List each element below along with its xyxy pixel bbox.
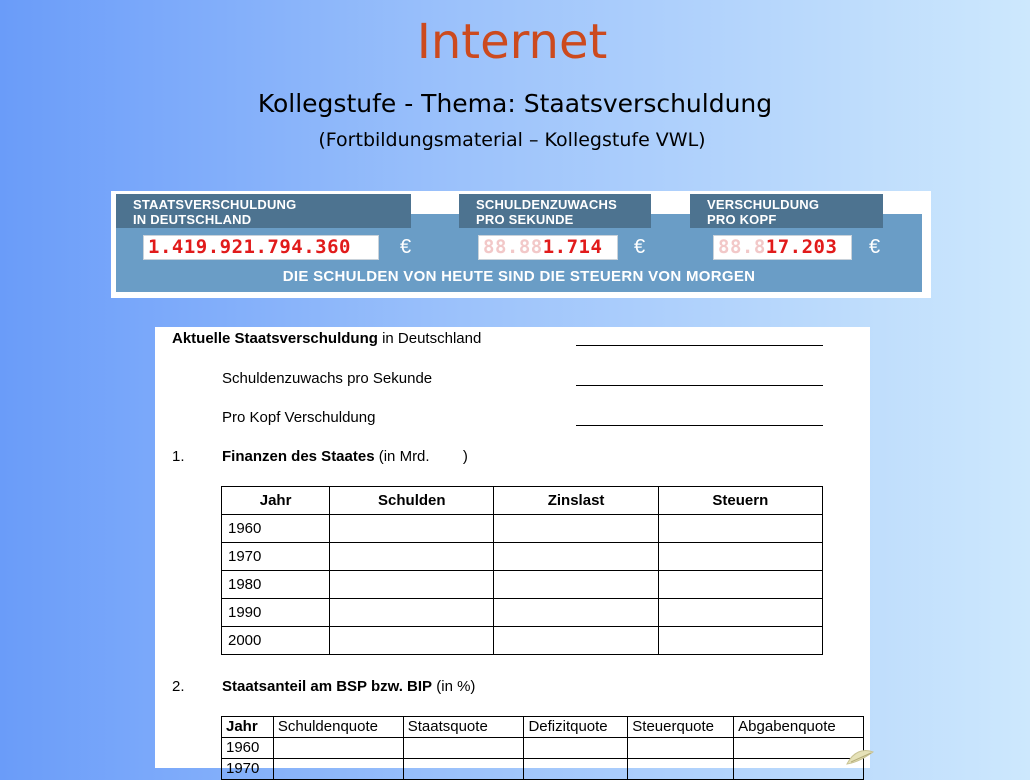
input-cell[interactable]	[494, 515, 658, 543]
header-jahr: Jahr	[222, 487, 330, 515]
answer-line-current-debt[interactable]	[576, 345, 823, 346]
answer-line-per-capita[interactable]	[576, 425, 823, 426]
current-debt-label: Aktuelle Staatsverschuldung in Deutschland	[172, 330, 482, 347]
input-cell[interactable]	[524, 759, 628, 780]
year-cell: 1960	[222, 738, 274, 759]
input-cell[interactable]	[330, 515, 494, 543]
header-steuern: Steuern	[658, 487, 822, 515]
header-abgabenquote: Abgabenquote	[734, 717, 864, 738]
table-row	[222, 738, 864, 759]
input-cell[interactable]	[628, 738, 734, 759]
finance-table	[221, 486, 823, 655]
input-cell[interactable]	[658, 627, 822, 655]
leaf-decoration-icon	[845, 738, 875, 768]
input-cell[interactable]	[658, 571, 822, 599]
section-2-number: 2.	[172, 678, 185, 695]
input-cell[interactable]	[494, 627, 658, 655]
debt-clock-banner	[111, 191, 931, 298]
clock-label-total: STAATSVERSCHULDUNG IN DEUTSCHLAND	[116, 194, 411, 228]
euro-sign-per-second: €	[634, 236, 646, 258]
input-cell[interactable]	[403, 738, 524, 759]
counter-per-capita: 88.817.203	[713, 235, 852, 260]
header-zinslast: Zinslast	[494, 487, 658, 515]
section-2-title: Staatsanteil am BSP bzw. BIP (in %)	[222, 678, 476, 695]
slide-title: Internet	[416, 14, 608, 70]
counter-per-second: 88.881.714	[478, 235, 618, 260]
input-cell[interactable]	[494, 543, 658, 571]
clock-label-per-second: SCHULDENZUWACHS PRO SEKUNDE	[459, 194, 651, 228]
input-cell[interactable]	[524, 738, 628, 759]
table-row	[222, 627, 823, 655]
table-row	[222, 543, 823, 571]
input-cell[interactable]	[273, 759, 403, 780]
header-schuldenquote: Schuldenquote	[273, 717, 403, 738]
header-steuerquote: Steuerquote	[628, 717, 734, 738]
year-cell: 1980	[222, 571, 330, 599]
clock-label-per-capita: VERSCHULDUNG PRO KOPF	[690, 194, 883, 228]
year-cell: 2000	[222, 627, 330, 655]
answer-line-debt-growth[interactable]	[576, 385, 823, 386]
input-cell[interactable]	[658, 599, 822, 627]
table-row	[222, 515, 823, 543]
header-jahr: Jahr	[222, 717, 274, 738]
input-cell[interactable]	[628, 759, 734, 780]
input-cell[interactable]	[330, 543, 494, 571]
header-schulden: Schulden	[330, 487, 494, 515]
worksheet	[155, 327, 870, 777]
input-cell[interactable]	[273, 738, 403, 759]
year-cell: 1960	[222, 515, 330, 543]
debt-growth-label: Schuldenzuwachs pro Sekunde	[222, 370, 433, 387]
section-1-number: 1.	[172, 448, 185, 465]
input-cell[interactable]	[330, 627, 494, 655]
table-row	[222, 759, 864, 780]
slide-subtitle: Kollegstufe - Thema: Staatsverschuldung	[257, 89, 773, 118]
input-cell[interactable]	[403, 759, 524, 780]
table-header-row	[222, 487, 823, 515]
ratio-table	[221, 716, 864, 780]
input-cell[interactable]	[658, 515, 822, 543]
year-cell: 1970	[222, 759, 274, 780]
input-cell[interactable]	[658, 543, 822, 571]
year-cell: 1990	[222, 599, 330, 627]
counter-total-debt: 1.419.921.794.360	[143, 235, 379, 260]
per-capita-label: Pro Kopf Verschuldung	[222, 409, 376, 426]
euro-sign-per-capita: €	[869, 236, 881, 258]
table-row	[222, 571, 823, 599]
header-staatsquote: Staatsquote	[403, 717, 524, 738]
input-cell[interactable]	[330, 571, 494, 599]
input-cell[interactable]	[494, 599, 658, 627]
year-cell: 1970	[222, 543, 330, 571]
slide-subsubtitle: (Fortbildungsmaterial – Kollegstufe VWL)	[318, 129, 706, 151]
table-row	[222, 599, 823, 627]
euro-sign-total: €	[400, 236, 412, 258]
table-header-row	[222, 717, 864, 738]
input-cell[interactable]	[494, 571, 658, 599]
input-cell[interactable]	[330, 599, 494, 627]
clock-slogan: DIE SCHULDEN VON HEUTE SIND DIE STEUERN VON MORGEN	[282, 268, 756, 285]
header-defizitquote: Defizitquote	[524, 717, 628, 738]
section-1-title: Finanzen des Staates (in Mrd. )	[222, 448, 468, 465]
